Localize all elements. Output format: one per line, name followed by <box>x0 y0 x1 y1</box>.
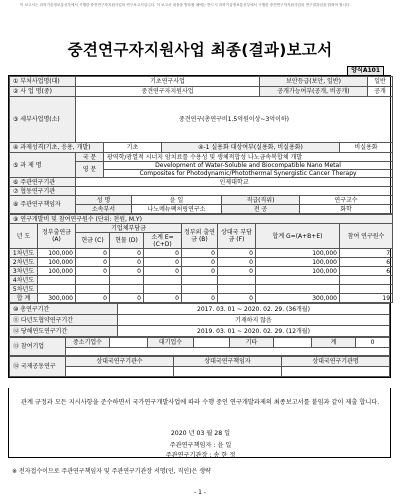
budget-row <box>10 249 393 258</box>
budget-cell-other <box>218 276 256 285</box>
other-company-value <box>274 338 312 348</box>
footnote: ※ 전자접수이므로 주관연구책임자 및 주관연구기관장 서명(인, 직인)은 생략 <box>12 468 211 475</box>
budget-col-local: 정부외 출연금 (B) <box>182 224 218 249</box>
budget-year-label: 2차년도 <box>10 258 38 267</box>
budget-cell-res: 6 <box>340 258 393 267</box>
budget-cell-cash <box>76 285 110 294</box>
budget-cell-res: 6 <box>340 267 393 276</box>
program-label: ② 사 업 명(중) <box>10 87 76 97</box>
budget-cell-total <box>256 276 340 285</box>
budget-year-label: 3차년도 <box>10 267 38 276</box>
budget-cell-other: 0 <box>218 249 256 258</box>
budget-cell-total <box>256 285 340 294</box>
practical-label: ④-1 실용화 대상여부(실용화, 비실용화) <box>162 143 340 153</box>
researcher-major: 화학 <box>300 205 393 214</box>
small-company-label: 중소기업수 <box>66 338 110 348</box>
budget-cell-gov: 100,000 <box>38 249 76 258</box>
budget-total-other: 0 <box>218 294 256 303</box>
researcher-major-label: 전 공 <box>222 205 300 214</box>
english-title-line2: Composites for Photodynamic/Photothermal Synergistic Cancer Therapy <box>104 170 393 178</box>
current-period-label: ⑫ 당해연도연구기간 <box>10 326 118 337</box>
cooperative-label: ⑦ 협동연구기관 <box>10 187 76 196</box>
ministry-label: ① 부처사업명(대) <box>10 77 76 87</box>
budget-col-gov: 정부출연금 (A) <box>38 224 76 249</box>
practical-value: 비실용화 <box>340 143 393 153</box>
budget-cell-sub: 0 <box>144 267 182 276</box>
researcher-position-label: 직급(직위) <box>222 196 300 205</box>
researcher-signature: 주관연구책임자 : 윤 일 <box>169 442 232 449</box>
researcher-name-label: 성 명 <box>76 196 132 205</box>
budget-col-total: 합계 G=(A+B+E) <box>256 224 340 249</box>
detail-program-value: 중견연구(총연구비1.5억원이상~3억이하) <box>76 97 393 143</box>
form-code-badge: 양식A101 <box>347 66 384 76</box>
period-table <box>9 303 390 337</box>
small-company-value <box>110 338 148 348</box>
budget-cell-total: 100,000 <box>256 267 340 276</box>
budget-cell-sub: 0 <box>144 258 182 267</box>
budget-table <box>9 214 393 303</box>
budget-total-cash: 0 <box>76 294 110 303</box>
budget-cell-total: 100,000 <box>256 249 340 258</box>
total-period-value: 2017. 03. 01 ~ 2020. 02. 29. (36개월) <box>118 304 390 315</box>
budget-year-label: 4차년도 <box>10 276 38 285</box>
project-title-label: ⑤ 과 제 명 <box>10 153 76 178</box>
budget-total-inkind: 0 <box>110 294 144 303</box>
budget-col-subtotal: 소계 E=(C+D) <box>144 233 182 249</box>
budget-row <box>10 285 393 294</box>
budget-total-label: 합 계 <box>10 294 38 303</box>
large-company-value <box>194 338 230 348</box>
form-table <box>9 76 393 214</box>
detail-program-label: ③ 세부사업명(소) <box>10 97 76 143</box>
document-notice: 이 보고서는 과학기술정보통신부에서 시행한 중견연구자지원사업의 연구보고서입니다. 이 보고서 내용을 발표할 때에는 반드시 과학기술정보통신부에서 시행한 중견연구자지원사업의 연구결과임을 밝혀야 합니다. <box>20 3 351 7</box>
intl-col-name: 상대국연구기관명 <box>282 357 390 367</box>
budget-cell-sub <box>144 276 182 285</box>
budget-cell-cash <box>76 276 110 285</box>
submission-date: 2020 년 03 월 28 일 <box>170 430 231 437</box>
signature-section <box>8 388 391 458</box>
page-number: - 1 - <box>194 489 206 496</box>
budget-year-label: 1차년도 <box>10 249 38 258</box>
budget-cell-res <box>340 285 393 294</box>
budget-total-total: 300,000 <box>256 294 340 303</box>
intl-col-researcher: 상대국연구책임자 <box>174 357 282 367</box>
institution-value: 인제대학교 <box>76 178 393 187</box>
researcher-dept-label: 소속부서 <box>76 205 132 214</box>
budget-year-label: 5차년도 <box>10 285 38 294</box>
researcher-name: 윤 일 <box>132 196 222 205</box>
cooperative-value <box>76 187 393 196</box>
multi-period-label: ⑪ 다년도협약연구기간 <box>10 315 118 326</box>
budget-cell-local <box>182 276 218 285</box>
page-title: 중견연구자지원사업 최종(결과)보고서 <box>67 41 333 59</box>
budget-row <box>10 258 393 267</box>
disclosure-label: 공개가능여부(공개, 비공개) <box>260 87 368 97</box>
budget-cell-other: 0 <box>218 267 256 276</box>
participants-label: ⑬ 참여기업 <box>10 338 66 356</box>
budget-total-researchers: 19 <box>340 294 393 303</box>
large-company-label: 대기업수 <box>148 338 194 348</box>
current-period-value: 2019. 03. 01 ~ 2020. 02. 29. (12개월) <box>118 326 390 337</box>
intl-label: ⑭ 국제공동연구 <box>10 357 66 377</box>
budget-cell-other <box>218 285 256 294</box>
budget-cell-cash: 0 <box>76 258 110 267</box>
budget-cell-gov <box>38 276 76 285</box>
budget-cell-cash: 0 <box>76 249 110 258</box>
total-period-label: ⑩ 총연구기간 <box>10 304 118 315</box>
budget-col-cash: 현금 (C) <box>76 233 110 249</box>
korean-title-label: 국 문 <box>76 153 104 162</box>
report-form <box>8 75 391 378</box>
budget-cell-total: 100,000 <box>256 258 340 267</box>
company-total-value: 0 <box>356 338 390 348</box>
program-value: 중견연구자지원사업 <box>76 87 260 97</box>
budget-cell-gov: 100,000 <box>38 267 76 276</box>
budget-cell-sub: 0 <box>144 249 182 258</box>
researcher-position: 연구교수 <box>300 196 393 205</box>
budget-cell-inkind: 0 <box>110 258 144 267</box>
budget-cell-cash: 0 <box>76 267 110 276</box>
english-title-line1: Development of Water-Soluble and Biocompatible Nano Metal <box>104 162 393 170</box>
security-label: 보안등급(보안, 일반) <box>260 77 368 87</box>
intl-col-count: 상대국연구기관수 <box>66 357 174 367</box>
company-total-label: 계 <box>312 338 356 348</box>
budget-cell-res <box>340 276 393 285</box>
research-type-value: 기초 <box>104 143 162 153</box>
multi-period-value: 기재하지 않음 <box>118 315 390 326</box>
budget-col-inkind: 현물 (D) <box>110 233 144 249</box>
budget-row <box>10 267 393 276</box>
budget-total-sub: 0 <box>144 294 182 303</box>
budget-cell-local: 0 <box>182 258 218 267</box>
budget-col-other: 상대국 부담금 (F) <box>218 224 256 249</box>
ministry-value: 기초연구사업 <box>76 77 260 87</box>
researcher-dept: 나노메뉴팩처링연구소 <box>132 205 222 214</box>
budget-row <box>10 276 393 285</box>
budget-col-private: 기업체부담금 <box>76 224 182 233</box>
intl-table <box>9 356 390 377</box>
budget-cell-local: 0 <box>182 267 218 276</box>
budget-cell-sub <box>144 285 182 294</box>
budget-col-researchers: 참여 연구원수 <box>340 224 393 249</box>
budget-cell-inkind: 0 <box>110 249 144 258</box>
other-company-label: 기타 <box>230 338 274 348</box>
institution-head-signature: 주관연구기관장 : 송 한 정 <box>165 452 236 459</box>
korean-title: 광역학/광열적 시너지 암치료를 수용성 및 생체적합성 나노금속복합체 개발 <box>104 153 393 162</box>
budget-cell-gov: 100,000 <box>38 258 76 267</box>
budget-cell-res: 7 <box>340 249 393 258</box>
submission-statement: 관계 규정과 모든 지시사항을 준수하면서 국가연구개발사업에 따라 수행 중인 연구개발과제의 최종보고서를 붙임과 같이 제출 합니다. <box>21 399 380 406</box>
budget-total-gov: 300,000 <box>38 294 76 303</box>
budget-col-year: 년 도 <box>10 224 38 249</box>
budget-cell-inkind: 0 <box>110 267 144 276</box>
budget-cell-inkind <box>110 276 144 285</box>
disclosure-value: 공개 <box>368 87 393 97</box>
budget-cell-gov <box>38 285 76 294</box>
security-value: 일반 <box>368 77 393 87</box>
researcher-label: ⑧ 주관연구책임자 <box>10 196 76 214</box>
budget-cell-other: 0 <box>218 258 256 267</box>
budget-cell-local <box>182 285 218 294</box>
english-title-label: 영 문 <box>76 162 104 178</box>
budget-cell-local: 0 <box>182 249 218 258</box>
participants-table <box>9 337 390 356</box>
research-type-label: ④ 과제성격(기초, 응용, 개발) <box>10 143 104 153</box>
budget-total-local: 0 <box>182 294 218 303</box>
budget-header: ⑨ 연구개발비 및 참여연구원수 (단위: 천원, M.Y) <box>10 215 393 224</box>
budget-cell-inkind <box>110 285 144 294</box>
institution-label: ⑥ 주관연구기관 <box>10 178 76 187</box>
